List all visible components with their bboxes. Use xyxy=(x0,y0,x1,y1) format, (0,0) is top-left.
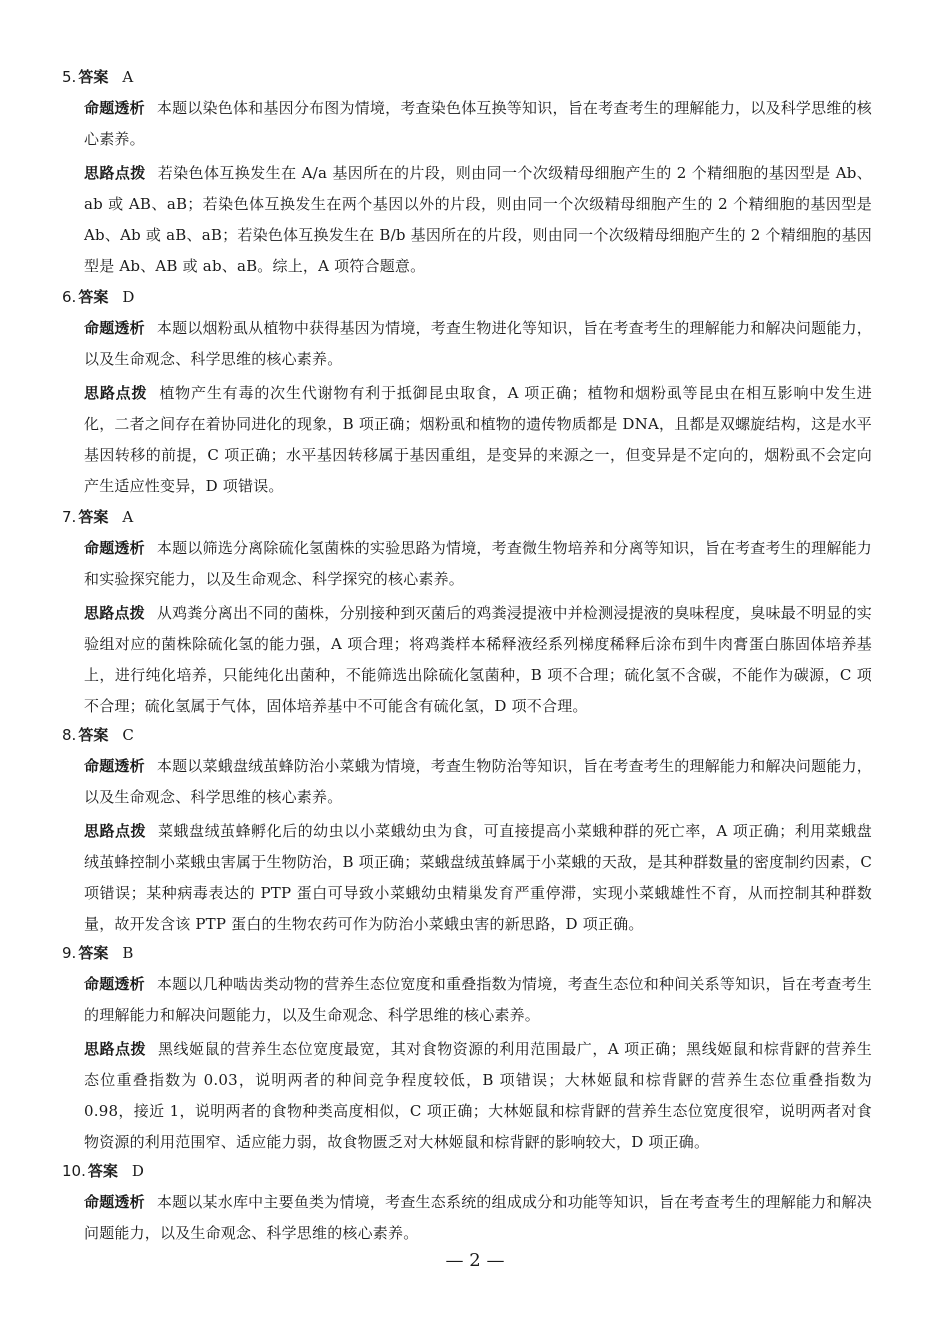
analysis-label: 命题透析 xyxy=(84,975,145,993)
hint-paragraph xyxy=(84,378,872,502)
question-number: 6. xyxy=(62,288,77,306)
analysis-paragraph xyxy=(84,751,872,813)
analysis-paragraph xyxy=(84,533,872,595)
hint-text: 从鸡粪分离出不同的菌株，分别接种到灭菌后的鸡粪浸提液中并检测浸提液的臭味程度，臭味最不明显的实验组对应的菌株除硫化氢的能力强，A 项合理；将鸡粪样本稀释液经系列梯度稀释后涂布到牛肉膏蛋白胨固体培养基上，进行纯化培养，只能纯化出菌种，不能筛选出除硫化氢菌种，B 项不合理；硫化氢不含碳，不能作为碳源，C 项不合理；硫化氢属于气体，固体培养基中不可能含有硫化氢，D 项不合理。 xyxy=(84,604,872,715)
analysis-paragraph xyxy=(84,969,872,1031)
analysis-paragraph xyxy=(84,313,872,375)
analysis-label: 命题透析 xyxy=(84,1193,145,1211)
hint-paragraph xyxy=(84,158,872,282)
question-10 xyxy=(62,1160,882,1249)
answer-line xyxy=(62,66,882,88)
analysis-label: 命题透析 xyxy=(84,539,145,557)
answer-line xyxy=(62,506,882,528)
answer-line xyxy=(62,286,882,308)
answer-label: 答案 xyxy=(78,68,109,86)
answer-value: C xyxy=(122,726,134,744)
answer-value: A xyxy=(122,68,134,86)
analysis-paragraph xyxy=(84,1187,872,1249)
hint-text: 若染色体互换发生在 A/a 基因所在的片段，则由同一个次级精母细胞产生的 2 个精细胞的基因型是 Ab、ab 或 AB、aB；若染色体互换发生在两个基因以外的片段，则由同一个次级精母细胞产生的 2 个精细胞的基因型是 Ab、Ab 或 aB、aB；若染色体互换发生在 B/b 基因所在的片段，则由同一个次级精母细胞产生的 2 个精细胞的基因型是 Ab、AB 或 ab、aB。综上，A 项符合题意。 xyxy=(84,164,872,275)
question-7 xyxy=(62,506,882,722)
answer-value: D xyxy=(131,1162,144,1180)
question-8 xyxy=(62,724,882,940)
analysis-label: 命题透析 xyxy=(84,319,145,337)
page-number: — 2 — xyxy=(445,1250,505,1271)
hint-text: 植物产生有毒的次生代谢物有利于抵御昆虫取食，A 项正确；植物和烟粉虱等昆虫在相互影响中发生进化，二者之间存在着协同进化的现象，B 项正确；烟粉虱和植物的遗传物质都是 DNA，且都是双螺旋结构，这是水平基因转移的前提，C 项正确；水平基因转移属于基因重组，是变异的来源之一，但变异是不定向的，烟粉虱不会定向产生适应性变异，D 项错误。 xyxy=(84,384,872,495)
answer-value: D xyxy=(122,288,135,306)
answer-label: 答案 xyxy=(78,726,109,744)
hint-label: 思路点拨 xyxy=(84,384,148,402)
answer-label: 答案 xyxy=(78,944,109,962)
analysis-text: 本题以几种啮齿类动物的营养生态位宽度和重叠指数为情境，考查生态位和种间关系等知识，旨在考查考生的理解能力和解决问题能力，以及生命观念、科学思维的核心素养。 xyxy=(84,975,872,1024)
analysis-label: 命题透析 xyxy=(84,99,145,117)
analysis-paragraph xyxy=(84,93,872,155)
hint-label: 思路点拨 xyxy=(84,604,145,622)
question-number: 10. xyxy=(62,1162,86,1180)
analysis-label: 命题透析 xyxy=(84,757,145,775)
hint-label: 思路点拨 xyxy=(84,1040,147,1058)
question-6 xyxy=(62,286,882,502)
question-number: 9. xyxy=(62,944,77,962)
question-number: 8. xyxy=(62,726,77,744)
answer-value: B xyxy=(122,944,134,962)
answer-line xyxy=(62,1160,882,1182)
analysis-text: 本题以烟粉虱从植物中获得基因为情境，考查生物进化等知识，旨在考查考生的理解能力和解决问题能力，以及生命观念、科学思维的核心素养。 xyxy=(84,319,872,368)
question-number: 5. xyxy=(62,68,77,86)
hint-text: 黑线姬鼠的营养生态位宽度最宽，其对食物资源的利用范围最广，A 项正确；黑线姬鼠和棕背䶄的营养生态位重叠指数为 0.03，说明两者的种间竞争程度较低，B 项错误；大林姬鼠和棕背䶄的营养生态位重叠指数为 0.98，接近 1，说明两者的食物种类高度相似，C 项正确；大林姬鼠和棕背䶄的营养生态位宽度很窄，说明两者对食物资源的利用范围窄、适应能力弱，故食物匮乏对大林姬鼠和棕背䶄的影响较大，D 项正确。 xyxy=(84,1040,872,1151)
analysis-text: 本题以筛选分离除硫化氢菌株的实验思路为情境，考查微生物培养和分离等知识，旨在考查考生的理解能力和实验探究能力，以及生命观念、科学探究的核心素养。 xyxy=(84,539,872,588)
answer-line xyxy=(62,942,882,964)
answer-label: 答案 xyxy=(87,1162,118,1180)
answer-line xyxy=(62,724,882,746)
analysis-text: 本题以菜蛾盘绒茧蜂防治小菜蛾为情境，考查生物防治等知识，旨在考查考生的理解能力和解决问题能力，以及生命观念、科学思维的核心素养。 xyxy=(84,757,872,806)
answer-label: 答案 xyxy=(78,288,109,306)
hint-paragraph xyxy=(84,1034,872,1158)
analysis-text: 本题以染色体和基因分布图为情境，考查染色体互换等知识，旨在考查考生的理解能力，以及科学思维的核心素养。 xyxy=(84,99,872,148)
hint-text: 菜蛾盘绒茧蜂孵化后的幼虫以小菜蛾幼虫为食，可直接提高小菜蛾种群的死亡率，A 项正确；利用菜蛾盘绒茧蜂控制小菜蛾虫害属于生物防治，B 项正确；菜蛾盘绒茧蜂属于小菜蛾的天敌，是其种群数量的密度制约因素，C 项错误；某种病毒表达的 PTP 蛋白可导致小菜蛾幼虫精巢发育严重停滞，实现小菜蛾雄性不育，从而控制其种群数量，故开发含该 PTP 蛋白的生物农药可作为防治小菜蛾虫害的新思路，D 项正确。 xyxy=(84,822,872,933)
question-9 xyxy=(62,942,882,1158)
question-number: 7. xyxy=(62,508,77,526)
analysis-text: 本题以某水库中主要鱼类为情境，考查生态系统的组成成分和功能等知识，旨在考查考生的理解能力和解决问题能力，以及生命观念、科学思维的核心素养。 xyxy=(84,1193,872,1242)
hint-label: 思路点拨 xyxy=(84,164,146,182)
answer-label: 答案 xyxy=(78,508,109,526)
hint-paragraph xyxy=(84,816,872,940)
question-5 xyxy=(62,66,882,282)
hint-paragraph xyxy=(84,598,872,722)
answer-value: A xyxy=(122,508,134,526)
hint-label: 思路点拨 xyxy=(84,822,147,840)
